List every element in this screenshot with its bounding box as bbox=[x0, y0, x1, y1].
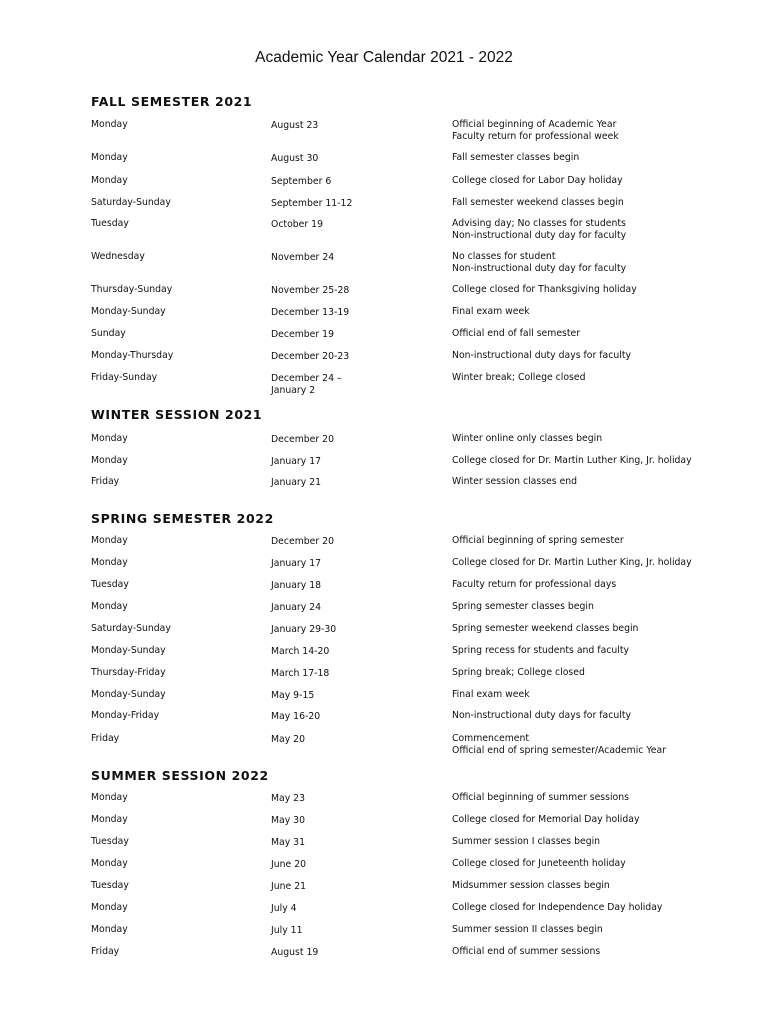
row-day: Monday bbox=[91, 433, 128, 444]
row-date-line: January 18 bbox=[271, 580, 322, 591]
row-day: Friday bbox=[91, 476, 120, 487]
row-event bbox=[452, 152, 579, 164]
row-event bbox=[452, 733, 666, 756]
row-event bbox=[452, 902, 662, 914]
row-date-line: December 19 bbox=[271, 329, 334, 340]
row-event-line: College closed for Memorial Day holiday bbox=[452, 814, 640, 825]
row-day: Monday bbox=[91, 902, 128, 913]
row-day: Monday bbox=[91, 792, 128, 803]
row-event bbox=[452, 667, 585, 679]
row-event-line: Fall semester classes begin bbox=[452, 152, 580, 163]
row-event bbox=[452, 557, 692, 569]
row-day: Monday bbox=[91, 152, 128, 163]
row-event-line: Final exam week bbox=[452, 306, 530, 317]
row-date bbox=[271, 373, 342, 396]
row-date-line: December 20 bbox=[271, 434, 334, 445]
row-date bbox=[271, 252, 334, 264]
row-event-line: Non-instructional duty day for faculty bbox=[452, 262, 627, 274]
row-date-line: September 6 bbox=[271, 176, 332, 187]
row-day: Tuesday bbox=[91, 579, 129, 590]
row-day: Monday-Thursday bbox=[91, 350, 174, 361]
row-event-line: Official end of spring semester/Academic Year bbox=[452, 744, 667, 756]
row-date bbox=[271, 198, 352, 210]
row-event-line: Official beginning of summer sessions bbox=[452, 792, 629, 803]
row-event bbox=[452, 858, 626, 870]
row-date bbox=[271, 837, 305, 849]
row-event-line: Official end of summer sessions bbox=[452, 946, 601, 957]
row-day: Monday-Friday bbox=[91, 710, 160, 721]
row-date-line: January 21 bbox=[271, 477, 322, 488]
row-event-line: Fall semester weekend classes begin bbox=[452, 197, 624, 208]
row-event-line: Spring semester classes begin bbox=[452, 601, 594, 612]
row-date-line: June 20 bbox=[271, 859, 307, 870]
row-day: Thursday-Friday bbox=[91, 667, 166, 678]
row-date-line: December 20-23 bbox=[271, 351, 350, 362]
page-title: Academic Year Calendar 2021 - 2022 bbox=[255, 49, 513, 66]
row-day: Wednesday bbox=[91, 251, 145, 262]
row-event-line: College closed for Dr. Martin Luther King, Jr. holiday bbox=[452, 455, 692, 466]
section-heading: SUMMER SESSION 2022 bbox=[91, 768, 269, 783]
row-date-line: January 29-30 bbox=[271, 624, 337, 635]
row-date bbox=[271, 351, 349, 363]
row-event bbox=[452, 601, 594, 613]
row-date bbox=[271, 624, 336, 636]
row-event-line: Non-instructional duty days for faculty bbox=[452, 710, 631, 721]
row-date bbox=[271, 815, 305, 827]
row-day: Thursday-Sunday bbox=[91, 284, 173, 295]
row-day: Tuesday bbox=[91, 880, 129, 891]
section-heading: SPRING SEMESTER 2022 bbox=[91, 511, 274, 526]
row-date bbox=[271, 903, 297, 915]
row-date-line: March 14-20 bbox=[271, 646, 330, 657]
row-event-line: Spring semester weekend classes begin bbox=[452, 623, 639, 634]
row-event-line: Summer session II classes begin bbox=[452, 924, 603, 935]
row-day: Saturday-Sunday bbox=[91, 197, 171, 208]
row-day: Sunday bbox=[91, 328, 126, 339]
row-event-line: Midsummer session classes begin bbox=[452, 880, 610, 891]
row-date bbox=[271, 859, 306, 871]
row-event-line: Advising day; No classes for students bbox=[452, 218, 626, 229]
row-date bbox=[271, 711, 320, 723]
row-date bbox=[271, 925, 303, 937]
row-day: Monday bbox=[91, 557, 128, 568]
row-date-line: May 23 bbox=[271, 793, 306, 804]
row-event-line: Spring break; College closed bbox=[452, 667, 585, 678]
section-heading: WINTER SESSION 2021 bbox=[91, 407, 263, 422]
row-event-line: College closed for Independence Day holiday bbox=[452, 902, 663, 913]
row-day: Monday bbox=[91, 858, 128, 869]
row-event bbox=[452, 218, 626, 241]
row-date-line: May 31 bbox=[271, 837, 306, 848]
row-date-line: January 2 bbox=[271, 384, 316, 396]
row-date bbox=[271, 668, 329, 680]
row-event-line: College closed for Dr. Martin Luther King, Jr. holiday bbox=[452, 557, 692, 568]
row-event-line: Non-instructional duty days for faculty bbox=[452, 350, 631, 361]
row-date bbox=[271, 120, 318, 132]
row-event-line: Winter session classes end bbox=[452, 476, 578, 487]
row-date-line: August 19 bbox=[271, 947, 319, 958]
row-date-line: June 21 bbox=[271, 881, 307, 892]
row-date-line: September 11-12 bbox=[271, 198, 353, 209]
row-date-line: July 4 bbox=[271, 903, 297, 914]
row-event bbox=[452, 350, 631, 362]
row-event bbox=[452, 455, 692, 467]
row-event bbox=[452, 645, 629, 657]
row-event bbox=[452, 946, 600, 958]
row-date-line: August 23 bbox=[271, 120, 319, 131]
section-heading: FALL SEMESTER 2021 bbox=[91, 94, 253, 109]
row-date-line: December 13-19 bbox=[271, 307, 350, 318]
row-event-line: College closed for Juneteenth holiday bbox=[452, 858, 626, 869]
row-date bbox=[271, 456, 321, 468]
row-event-line: College closed for Thanksgiving holiday bbox=[452, 284, 637, 295]
row-date-line: May 9-15 bbox=[271, 690, 315, 701]
row-date-line: August 30 bbox=[271, 153, 319, 164]
row-date bbox=[271, 153, 318, 165]
row-date bbox=[271, 793, 305, 805]
row-event bbox=[452, 836, 600, 848]
row-date bbox=[271, 477, 321, 489]
row-date-line: March 17-18 bbox=[271, 668, 330, 679]
row-day: Friday-Sunday bbox=[91, 372, 158, 383]
row-event bbox=[452, 433, 602, 445]
row-event bbox=[452, 623, 638, 635]
row-date-line: January 17 bbox=[271, 558, 322, 569]
row-event-line: Winter online only classes begin bbox=[452, 433, 603, 444]
row-day: Monday bbox=[91, 601, 128, 612]
row-event bbox=[452, 792, 629, 804]
row-event bbox=[452, 924, 603, 936]
row-date-line: May 30 bbox=[271, 815, 306, 826]
row-date bbox=[271, 881, 306, 893]
row-event bbox=[452, 476, 577, 488]
row-event-line: Commencement bbox=[452, 733, 530, 744]
row-event bbox=[452, 372, 586, 384]
row-event bbox=[452, 814, 639, 826]
row-event bbox=[452, 175, 623, 187]
row-day: Monday-Sunday bbox=[91, 689, 166, 700]
row-event-line: Faculty return for professional days bbox=[452, 579, 617, 590]
row-date-line: January 17 bbox=[271, 456, 322, 467]
row-date-line: December 24 – bbox=[271, 373, 342, 384]
row-day: Monday-Sunday bbox=[91, 306, 166, 317]
row-event-line: Summer session I classes begin bbox=[452, 836, 601, 847]
row-event-line: Faculty return for professional week bbox=[452, 130, 619, 142]
row-event-line: No classes for student bbox=[452, 251, 556, 262]
row-date bbox=[271, 307, 349, 319]
row-date-line: July 11 bbox=[271, 925, 303, 936]
row-event-line: Final exam week bbox=[452, 689, 530, 700]
row-date-line: November 24 bbox=[271, 252, 335, 263]
row-date-line: November 25-28 bbox=[271, 285, 350, 296]
row-event-line: Official beginning of spring semester bbox=[452, 535, 624, 546]
row-event bbox=[452, 251, 626, 274]
row-day: Tuesday bbox=[91, 836, 129, 847]
row-event bbox=[452, 579, 616, 591]
row-event-line: Spring recess for students and faculty bbox=[452, 645, 629, 656]
row-event-line: College closed for Labor Day holiday bbox=[452, 175, 623, 186]
row-event bbox=[452, 535, 624, 547]
row-date bbox=[271, 219, 323, 231]
row-day: Monday bbox=[91, 535, 128, 546]
row-date bbox=[271, 536, 334, 548]
row-event-line: Official end of fall semester bbox=[452, 328, 581, 339]
row-date bbox=[271, 176, 331, 188]
row-day: Monday-Sunday bbox=[91, 645, 166, 656]
row-event bbox=[452, 880, 610, 892]
row-event-line: Non-instructional duty day for faculty bbox=[452, 229, 627, 241]
row-date bbox=[271, 434, 334, 446]
row-date bbox=[271, 947, 318, 959]
row-date bbox=[271, 558, 321, 570]
row-date-line: January 24 bbox=[271, 602, 322, 613]
row-day: Friday bbox=[91, 733, 120, 744]
row-day: Monday bbox=[91, 924, 128, 935]
row-day: Monday bbox=[91, 455, 128, 466]
row-date bbox=[271, 580, 321, 592]
row-event bbox=[452, 328, 580, 340]
row-day: Monday bbox=[91, 814, 128, 825]
row-date bbox=[271, 329, 334, 341]
row-event bbox=[452, 197, 624, 209]
row-event-line: Official beginning of Academic Year bbox=[452, 119, 617, 130]
row-day: Monday bbox=[91, 119, 128, 130]
row-date-line: May 20 bbox=[271, 734, 306, 745]
row-date bbox=[271, 734, 305, 746]
row-event bbox=[452, 710, 631, 722]
row-date-line: December 20 bbox=[271, 536, 334, 547]
row-date-line: May 16-20 bbox=[271, 711, 321, 722]
row-date bbox=[271, 602, 321, 614]
row-date bbox=[271, 646, 329, 658]
row-event bbox=[452, 284, 637, 296]
row-date-line: October 19 bbox=[271, 219, 323, 230]
row-event bbox=[452, 119, 619, 142]
row-event bbox=[452, 306, 530, 318]
row-date bbox=[271, 690, 314, 702]
row-event bbox=[452, 689, 530, 701]
row-date bbox=[271, 285, 349, 297]
row-day: Friday bbox=[91, 946, 120, 957]
row-day: Monday bbox=[91, 175, 128, 186]
row-event-line: Winter break; College closed bbox=[452, 372, 586, 383]
row-day: Tuesday bbox=[91, 218, 129, 229]
row-day: Saturday-Sunday bbox=[91, 623, 171, 634]
